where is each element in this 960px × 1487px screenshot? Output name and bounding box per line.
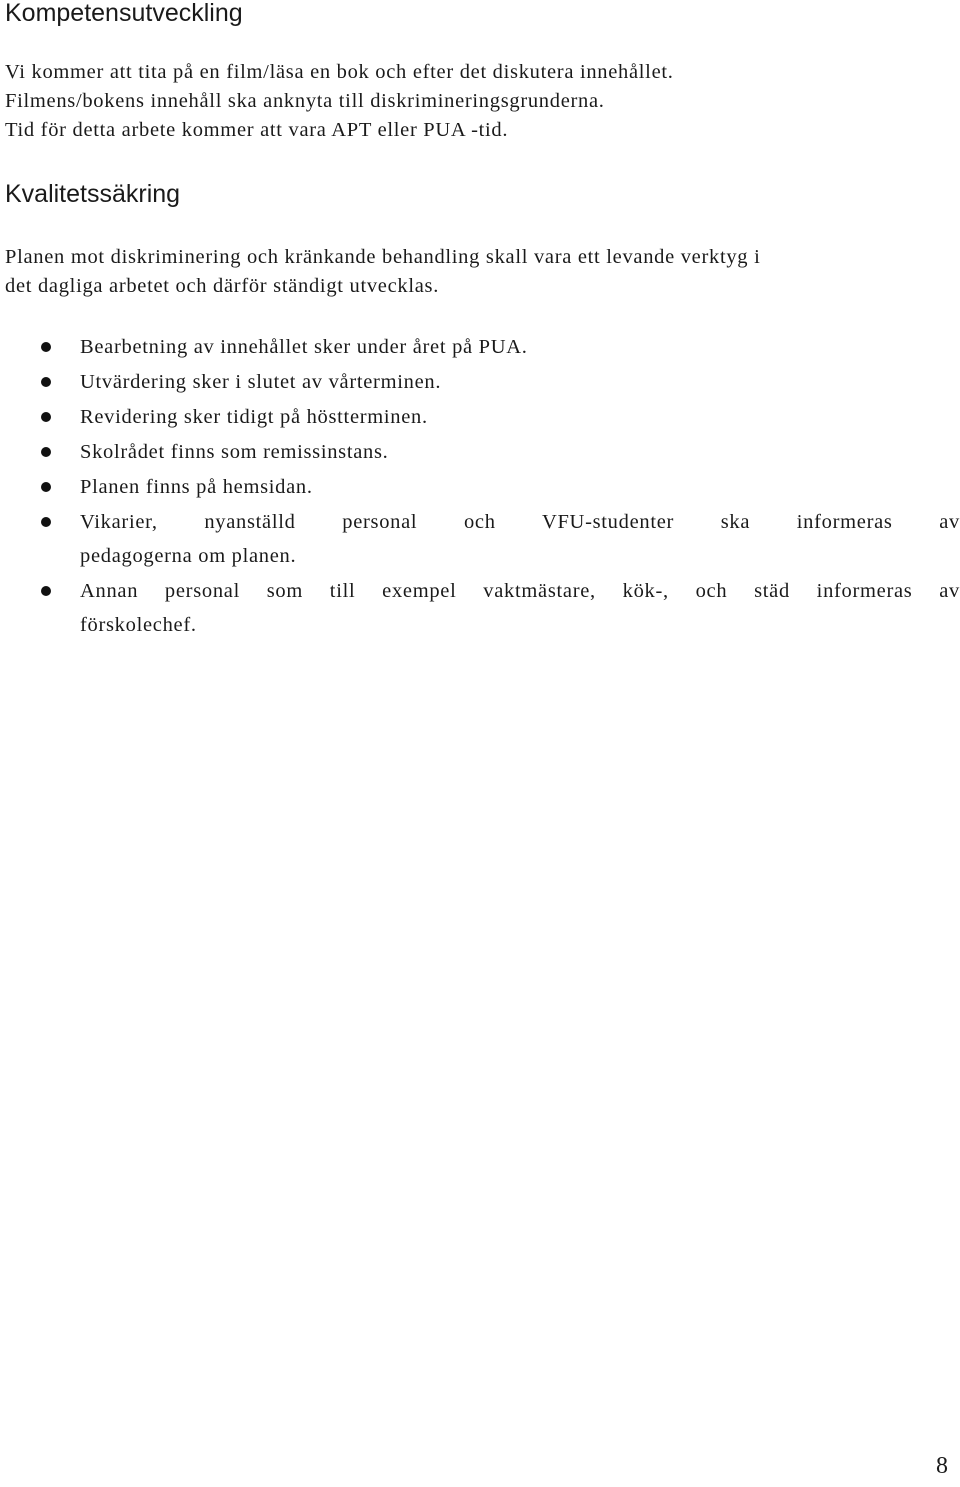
list-item-line: Vikarier, nyanställd personal och VFU-studenter ska informeras av (80, 511, 960, 533)
bullet-icon (41, 342, 51, 352)
list-item-text (80, 435, 960, 469)
heading-kompetensutveckling: Kompetensutveckling (5, 0, 243, 27)
list-item-text (80, 365, 960, 399)
paragraph-line: Filmens/bokens innehåll ska anknyta till diskrimineringsgrunderna. (5, 90, 605, 112)
paragraph-kompetensutveckling (5, 58, 945, 145)
bullet-icon (41, 517, 51, 527)
bullet-icon (41, 447, 51, 457)
list-item-text (80, 330, 960, 364)
paragraph-line: Vi kommer att tita på en film/läsa en bok och efter det diskutera innehållet. (5, 61, 674, 83)
list-item-line: Utvärdering sker i slutet av vårterminen. (80, 371, 442, 393)
page-number: 8 (936, 1453, 948, 1479)
list-item-text (80, 574, 960, 642)
list-item-line: förskolechef. (80, 614, 197, 636)
list-item-line: Revidering sker tidigt på höstterminen. (80, 406, 428, 428)
list-item-line: Skolrådet finns som remissinstans. (80, 441, 389, 463)
list-item-text (80, 505, 960, 573)
list-item-line: Bearbetning av innehållet sker under året på PUA. (80, 336, 528, 358)
list-item-text (80, 470, 960, 504)
paragraph-line: det dagliga arbetet och därför ständigt utvecklas. (5, 275, 440, 297)
list-item-text (80, 400, 960, 434)
bullet-icon (41, 412, 51, 422)
paragraph-line: Planen mot diskriminering och kränkande behandling skall vara ett levande verktyg i (5, 246, 761, 268)
heading-kvalitetssakring: Kvalitetssäkring (5, 180, 181, 208)
bullet-icon (41, 377, 51, 387)
bullet-icon (41, 482, 51, 492)
list-item-line: Annan personal som till exempel vaktmästare, kök-, och städ informeras av (80, 580, 960, 602)
paragraph-kvalitetssakring (5, 243, 955, 301)
list-item-line: Planen finns på hemsidan. (80, 476, 313, 498)
paragraph-line: Tid för detta arbete kommer att vara APT eller PUA -tid. (5, 119, 509, 141)
list-item-line: pedagogerna om planen. (80, 545, 297, 567)
bullet-icon (41, 586, 51, 596)
